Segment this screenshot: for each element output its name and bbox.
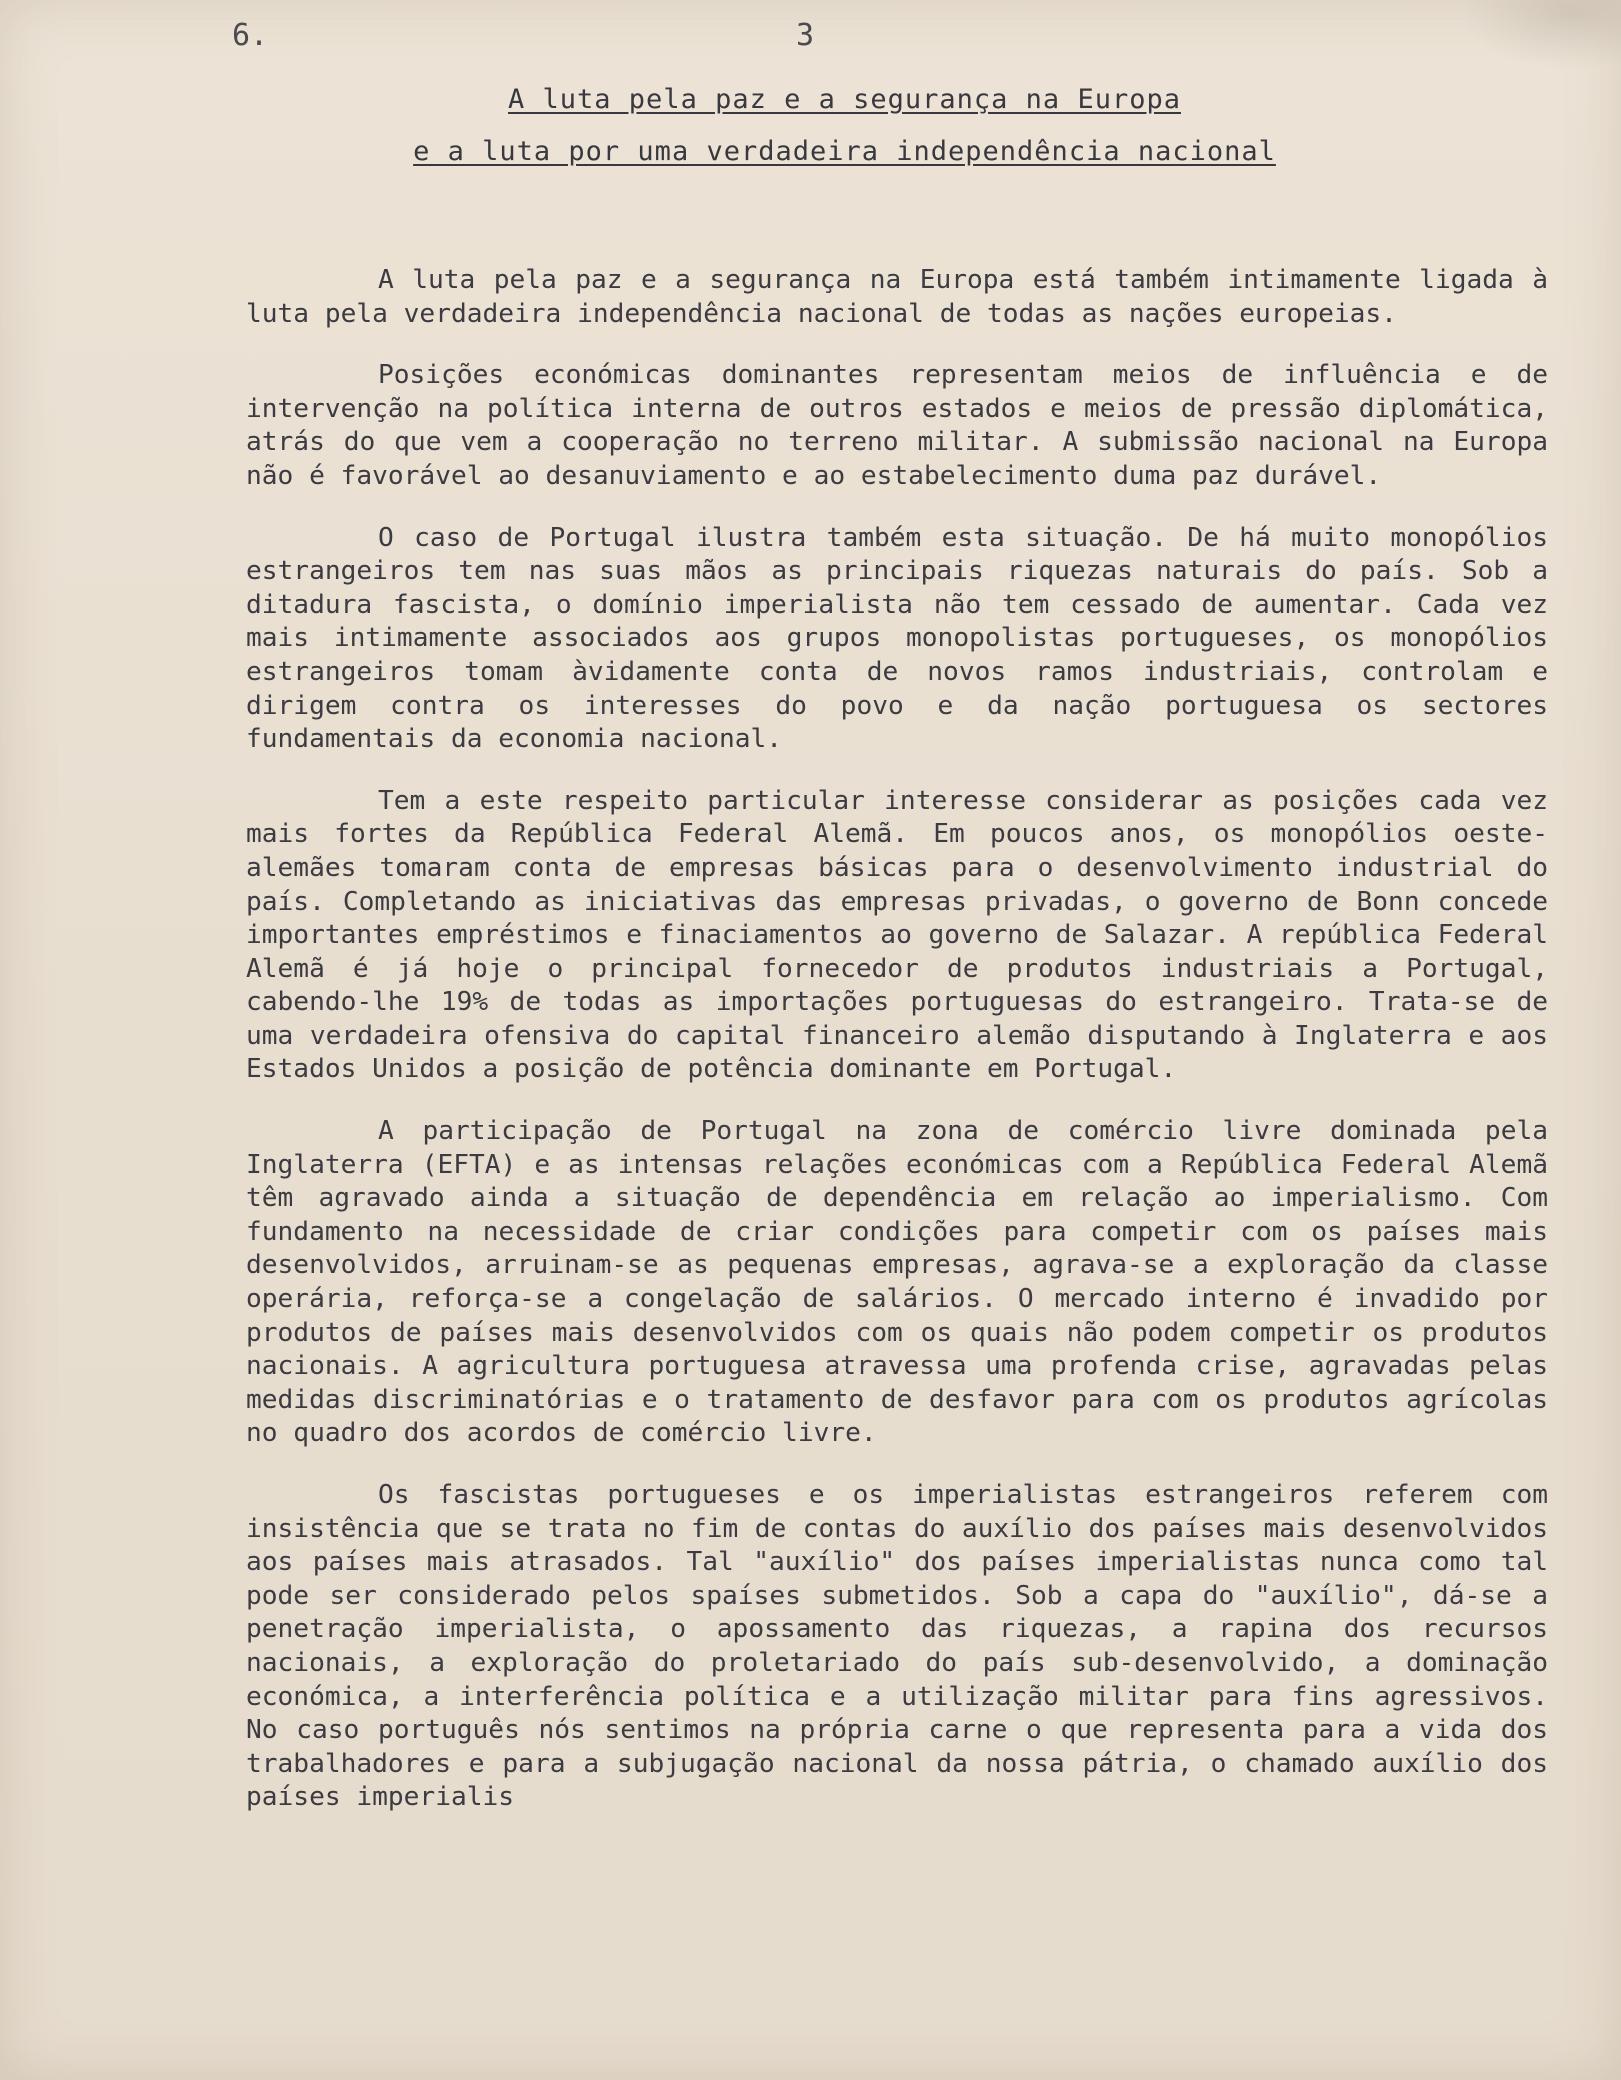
page-number-center: 3 bbox=[796, 18, 815, 53]
document-title-line-2: e a luta por uma verdadeira independência nacional bbox=[413, 136, 1276, 167]
paragraph-6: Os fascistas portugueses e os imperialistas estrangeiros referem com insistência que se trata no fim de contas do auxílio dos países mais desenvolvidos aos países mais atrasados. Tal "auxílio" dos países imperialistas nunca como tal pode ser considerado pelos spaíses submetidos. Sob a capa do "auxílio", dá-se a penetração imperialista, o apossamento das riquezas, a rapina dos recursos nacionais, a exploração do proletariado do país sub-desenvolvido, a dominação económica, a interferência política e a utilização militar para fins agressivos. No caso português nós sentimos na própria carne o que representa para a vida dos trabalhadores e para a subjugação nacional da nossa pátria, o chamado auxílio dos países imperialis bbox=[246, 1480, 1548, 1813]
paragraph-4: Tem a este respeito particular interesse considerar as posições cada vez mais fortes da República Federal Alemã. Em poucos anos, os monopólios oeste-alemães tomaram conta de empresas básicas para o desenvolvimento industrial do país. Completando as iniciativas das empresas privadas, o governo de Bonn concede importantes empréstimos e finaciamentos ao governo de Salazar. A república Federal Alemã é já hoje o principal fornecedor de produtos industriais a Portugal, cabendo-lhe 19% de todas as importações portuguesas do estrangeiro. Trata-se de uma verdadeira ofensiva do capital financeiro alemão disputando à Inglaterra e aos Estados Unidos a posição de potência dominante em Portugal. bbox=[246, 785, 1548, 1085]
paragraph-2: Posições económicas dominantes representam meios de influência e de intervenção na política interna de outros estados e meios de pressão diplomática, atrás do que vem a cooperação no terreno militar. A submissão nacional na Europa não é favorável ao desanuviamento e ao estabelecimento duma paz durável. bbox=[246, 360, 1548, 491]
paragraph-3: O caso de Portugal ilustra também esta situação. De há muito monopólios estrangeiros tem nas suas mãos as principais riquezas naturais do país. Sob a ditadura fascista, o domínio imperialista não tem cessado de aumentar. Cada vez mais intimamente associados aos grupos monopolistas portugueses, os monopólios estrangeiros tomam àvidamente conta de novos ramos industriais, controlam e dirigem contra os interesses do povo e da nação portuguesa os sectores fundamentais da economia nacional. bbox=[246, 522, 1548, 755]
document-body bbox=[246, 264, 1548, 1843]
paragraph-1: A luta pela paz e a segurança na Europa está também intimamente ligada à luta pela verdadeira independência nacional de todas as nações europeias. bbox=[246, 265, 1548, 329]
paper-stain bbox=[1461, 0, 1621, 70]
document-title-line-1: A luta pela paz e a segurança na Europa bbox=[508, 84, 1181, 115]
paragraph-5: A participação de Portugal na zona de comércio livre dominada pela Inglaterra (EFTA) e as intensas relações económicas com a República Federal Alemã têm agravado ainda a situação de dependência em relação ao imperialismo. Com fundamento na necessidade de criar condições para competir com os países mais desenvolvidos, arruinam-se as pequenas empresas, agrava-se a exploração da classe operária, reforça-se a congelação de salários. O mercado interno é invadido por produtos de países mais desenvolvidos com os quais não podem competir os produtos nacionais. A agricultura portuguesa atravessa uma profenda crise, agravadas pelas medidas discriminatórias e o tratamento de desfavor para com os produtos agrícolas no quadro dos acordos de comércio livre. bbox=[246, 1116, 1548, 1449]
page-number-left: 6. bbox=[232, 18, 269, 53]
